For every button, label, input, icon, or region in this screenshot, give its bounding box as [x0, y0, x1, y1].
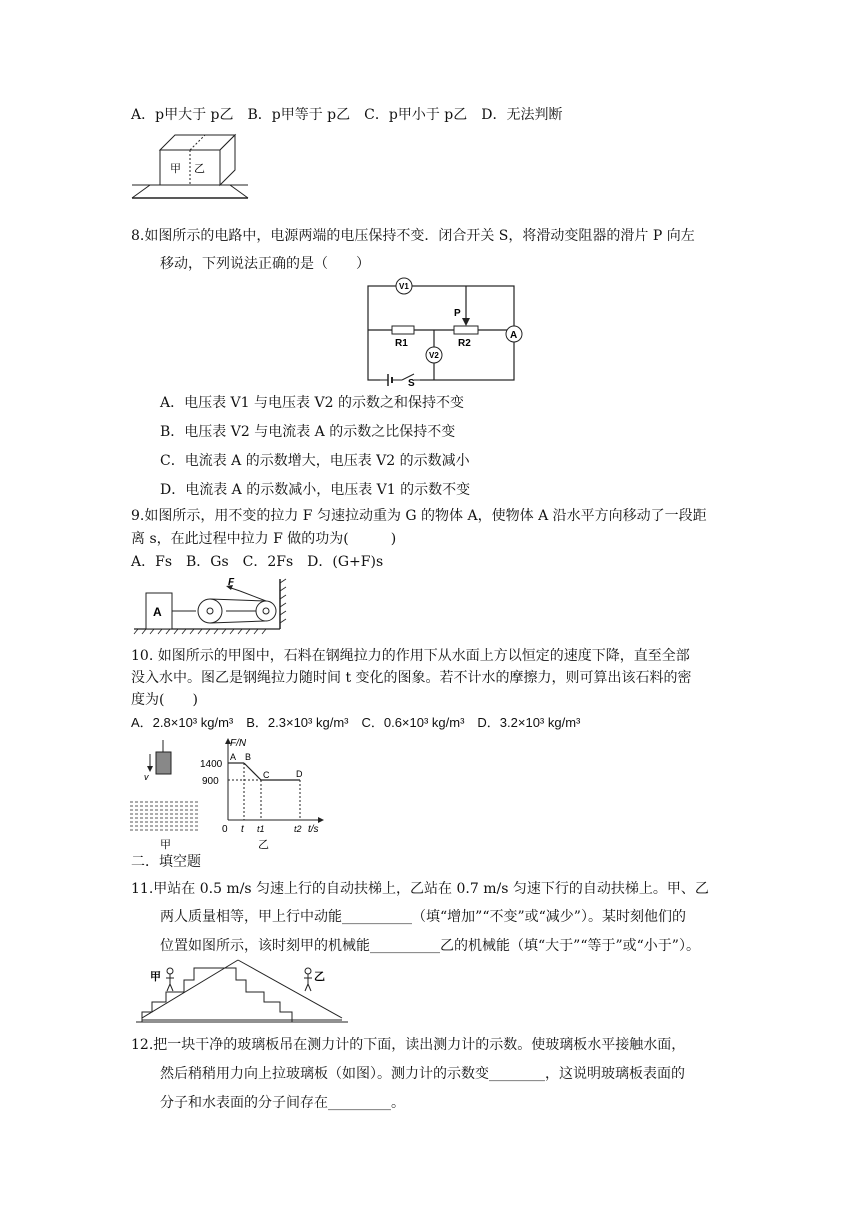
section-2-title: 二．填空题: [131, 854, 201, 870]
q9-stem-1: 9.如图所示，用不变的拉力 F 匀速拉动重为 G 的物体 A，使物体 A 沿水平方向移动了一段距: [131, 508, 707, 524]
q7-block-figure: [130, 130, 250, 202]
q10-xtick-0: 0: [222, 824, 228, 835]
q10-fig-jia: [130, 738, 216, 852]
q10-v-label: v: [144, 772, 149, 782]
q9-block-a: A: [153, 605, 162, 619]
q8-option-c: C．电流表 A 的示数增大，电压表 V2 的示数减小: [160, 453, 470, 469]
q7-options: A．p甲大于 p乙 B．p甲等于 p乙 C．p甲小于 p乙 D．无法判断: [131, 107, 563, 123]
q8-v2-label: V2: [429, 351, 439, 360]
q12-stem-3: 分子和水表面的分子间存在_________。: [160, 1095, 405, 1111]
q10-point-c: C: [263, 770, 270, 780]
q11-fig-yi: 乙: [314, 971, 325, 983]
q10-xlabel: t/s: [308, 824, 319, 835]
q10-xtick-t1: t1: [257, 824, 265, 834]
q11-escalator-figure: [136, 958, 350, 1024]
q12-stem-1: 12.把一块干净的玻璃板吊在测力计的下面，读出测力计的示数。使玻璃板水平接触水面，: [131, 1037, 686, 1053]
q9-pulley-figure: [130, 577, 290, 635]
q11-stem-3: 位置如图所示，该时刻甲的机械能__________乙的机械能（填“大于”“等于”或“小于”）。: [160, 938, 700, 954]
q8-v1-label: V1: [399, 282, 409, 291]
q10-ylabel: F/N: [230, 738, 247, 749]
q12-stem-2: 然后稍稍用力向上拉玻璃板（如图）。测力计的示数变________，这说明玻璃板表面的: [160, 1066, 685, 1082]
q8-option-a: A．电压表 V1 与电压表 V2 的示数之和保持不变: [160, 395, 464, 411]
q8-option-d: D．电流表 A 的示数减小，电压表 V1 的示数不变: [160, 482, 471, 498]
q10-stem-2: 没入水中。图乙是钢绳拉力随时间 t 变化的图象。若不计水的摩擦力，则可算出该石料的密: [131, 670, 692, 686]
q10-stem-1: 10. 如图所示的甲图中，石料在钢绳拉力的作用下从水面上方以恒定的速度下降，直至全部: [131, 648, 690, 664]
q10-stem-3: 度为( ): [131, 692, 198, 708]
q11-fig-jia: 甲: [150, 971, 161, 983]
q10-options: A．2.8×10³ kg/m³ B．2.3×10³ kg/m³ C．0.6×10³ kg/m³ D．3.2×10³ kg/m³: [131, 715, 581, 730]
q10-point-b: B: [245, 752, 252, 762]
q8-circuit-diagram: [362, 278, 522, 389]
q7-label-yi: 乙: [194, 163, 205, 175]
q11-stem-1: 11.甲站在 0.5 m/s 匀速上行的自动扶梯上，乙站在 0.7 m/s 匀速下行的自动扶梯上。甲、乙: [131, 881, 709, 897]
q10-ytick-900: 900: [202, 776, 219, 787]
q10-xtick-t: t: [241, 824, 244, 835]
q8-s-label: S: [408, 378, 415, 389]
q10-graph-yi: [200, 736, 326, 852]
q8-r2-label: R2: [458, 338, 471, 349]
q8-option-b: B．电压表 V2 与电流表 A 的示数之比保持不变: [160, 424, 456, 440]
q10-xtick-t2: t2: [294, 824, 302, 834]
q8-r1-label: R1: [395, 338, 408, 349]
q9-options: A．Fs B．Gs C．2Fs D．(G+F)s: [131, 554, 384, 570]
q10-point-d: D: [296, 769, 303, 779]
q8-stem-1: 8.如图所示的电路中，电源两端的电压保持不变．闭合开关 S，将滑动变阻器的滑片 P 向左: [131, 228, 695, 244]
q9-force-f: F: [228, 577, 235, 588]
q8-a-label: A: [510, 330, 518, 341]
q9-stem-2: 离 s，在此过程中拉力 F 做的功为( ): [131, 531, 397, 547]
q10-point-a: A: [230, 752, 237, 762]
q10-graph-caption: 乙: [258, 839, 269, 851]
q11-stem-2: 两人质量相等，甲上行中动能__________（填“增加”“不变”或“减少”）。某时刻他们的: [160, 909, 686, 925]
q10-jia-caption: 甲: [160, 839, 171, 851]
q10-ytick-1400: 1400: [200, 759, 223, 770]
q8-stem-2: 移动，下列说法正确的是（ ）: [160, 256, 370, 272]
q7-label-jia: 甲: [170, 163, 181, 175]
q8-p-label: P: [454, 308, 461, 319]
